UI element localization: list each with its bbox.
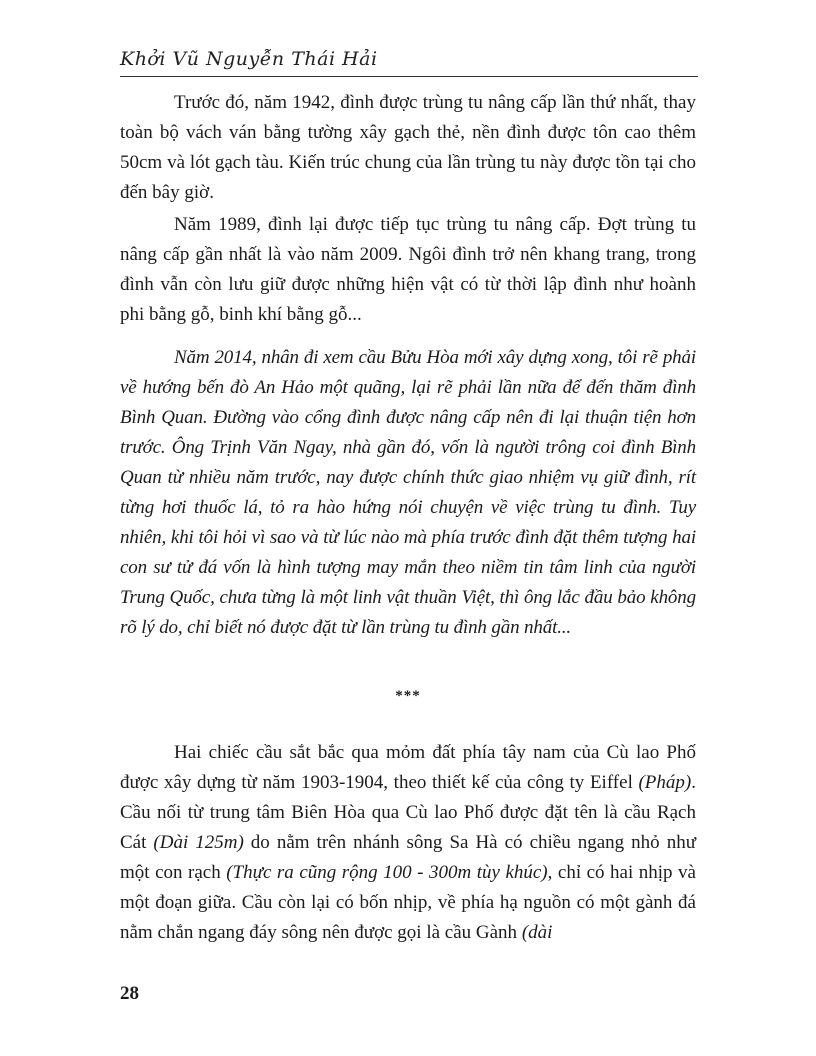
p4-italic-h: (dài <box>521 922 553 943</box>
paragraph-3-italic: Năm 2014, nhân đi xem cầu Bửu Hòa mới xây dựng xong, tôi rẽ phải về hướng bến đò An Hảo một quãng, lại rẽ phải lần nữa để đến thăm đình Bình Quan. Đường vào cổng đình được nâng cấp nên đi lại thuận tiện hơn trước. Ông Trịnh Văn Ngay, nhà gần đó, vốn là người trông coi đình Bình Quan từ nhiều năm trước, nay được chính thức giao nhiệm vụ giữ đình, rít từng hơi thuốc lá, tỏ ra hào hứng nói chuyện về việc trùng tu đình. Tuy nhiên, khi tôi hỏi vì sao và từ lúc nào mà phía trước đình đặt thêm tượng hai con sư tử đá vốn là hình tượng may mắn theo niềm tin tâm linh của người Trung Quốc, chưa từng là một linh vật thuần Việt, thì ông lắc đầu bảo không rõ lý do, chỉ biết nó được đặt từ lần trùng tu đình gần nhất... <box>120 347 696 638</box>
running-header <box>120 44 698 77</box>
p4-text-c: . Cầu nối từ trung tâm Biên Hòa qua Cù lao Phố được đặt tên là cầu Rạch Cát <box>120 772 696 853</box>
p4-italic-d: (Dài 125m) <box>153 832 244 853</box>
paragraph-1: Trước đó, năm 1942, đình được trùng tu nâng cấp lần thứ nhất, thay toàn bộ vách ván bằng tường xây gạch thẻ, nền đình được tôn cao thêm 50cm và lót gạch tàu. Kiến trúc chung của lần trùng tu này được tồn tại cho đến bây giờ. <box>120 92 696 203</box>
p4-text-a: Hai chiếc cầu sắt bắc qua mỏm đất phía tây nam của Cù lao Phố được xây dựng từ năm 1903-1904, theo thiết kế của công ty Eiffel <box>120 742 696 793</box>
paragraph-4 <box>120 738 696 948</box>
p4-text-g: , chỉ có hai nhịp và một đoạn giữa. Cầu còn lại có bốn nhịp, về phía hạ nguồn có một gành đá nằm chắn ngang đáy sông nên được gọi là cầu Gành <box>120 862 696 943</box>
p4-italic-f: (Thực ra cũng rộng 100 - 300m tùy khúc) <box>226 862 548 883</box>
section-separator: *** <box>395 688 421 704</box>
p4-italic-b: (Pháp) <box>638 772 692 793</box>
paragraph-2: Năm 1989, đình lại được tiếp tục trùng tu nâng cấp. Đợt trùng tu nâng cấp gần nhất là vào năm 2009. Ngôi đình trở nên khang trang, trong đình vẫn còn lưu giữ được những hiện vật có từ thời lập đình như hoành phi bằng gỗ, binh khí bằng gỗ... <box>120 214 696 325</box>
header-author-title: Khởi Vũ Nguyễn Thái Hải <box>120 48 378 70</box>
page-number: 28 <box>120 983 139 1004</box>
p4-text-e: do nằm trên nhánh sông Sa Hà có chiều ngang nhỏ như một con rạch <box>120 832 696 883</box>
